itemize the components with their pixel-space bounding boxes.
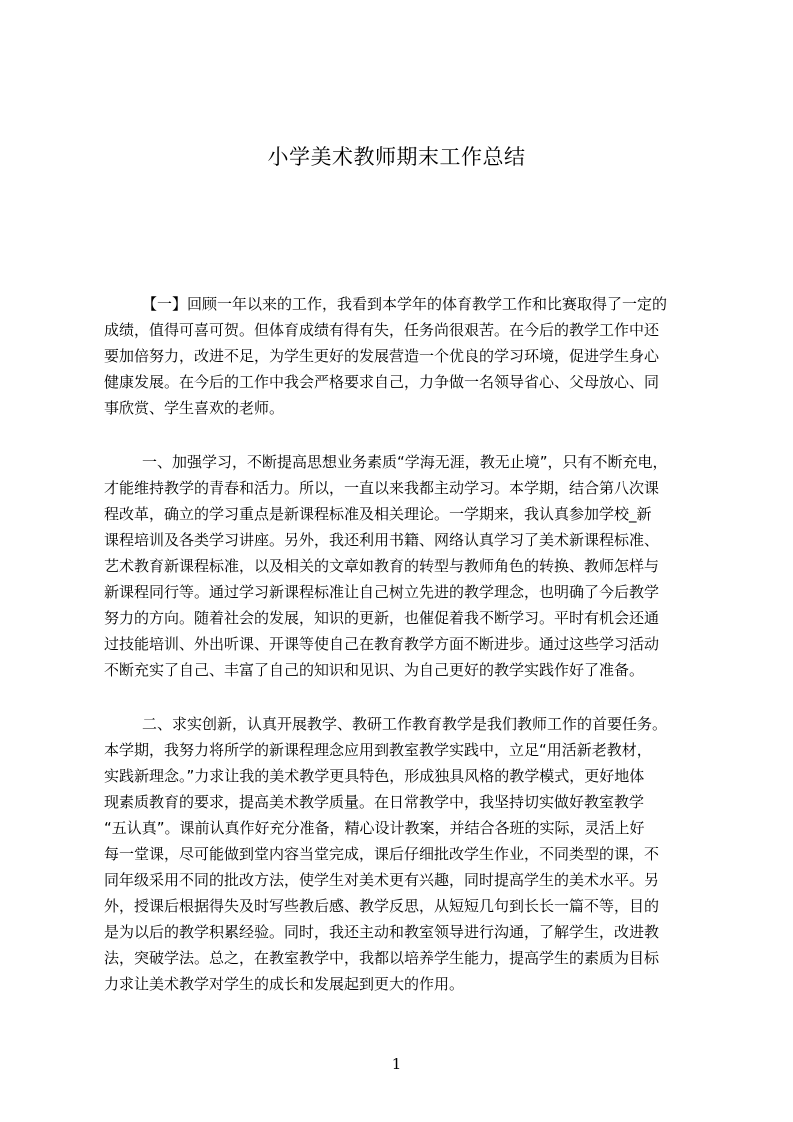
paragraph-3-line-2: 本学期，我努力将所学的新课程理念应用到教室教学实践中，立足“用活新老教材， xyxy=(104,741,652,759)
paragraph-2-line-8: 过技能培训、外出听课、开课等使自己在教育教学方面不断进步。通过这些学习活动 xyxy=(104,635,660,653)
paragraph-1-line-4: 健康发展。在今后的工作中我会严格要求自己，力争做一名领导省心、父母放心、同 xyxy=(104,373,660,391)
paragraph-3-line-7: 同年级采用不同的批改方法，使学生对美术更有兴趣，同时提高学生的美术水平。另 xyxy=(104,871,660,889)
paragraph-3-line-1: 二、求实创新，认真开展教学、教研工作教育教学是我们教师工作的首要任务。 xyxy=(142,715,668,733)
page-number: 1 xyxy=(391,1055,402,1073)
paragraph-3-line-3: 实践新理念。”力求让我的美术教学更具特色，形成独具风格的教学模式，更好地体 xyxy=(104,767,645,785)
paragraph-1-line-1: 【一】回顾一年以来的工作，我看到本学年的体育教学工作和比赛取得了一定的 xyxy=(142,295,668,313)
paragraph-2-line-9: 不断充实了自己、丰富了自己的知识和见识、为自己更好的教学实践作好了准备。 xyxy=(104,661,645,679)
paragraph-2-line-3: 程改革，确立的学习重点是新课程标准及相关理论。一学期来，我认真参加学校_新 xyxy=(104,505,652,523)
paragraph-3-line-11: 力求让美术教学对学生的成长和发展起到更大的作用。 xyxy=(104,975,465,993)
document-title: 小学美术教师期末工作总结 xyxy=(267,145,526,169)
paragraph-2-line-2: 才能维持教学的青春和活力。所以，一直以来我都主动学习。本学期，结合第八次课 xyxy=(104,479,660,497)
paragraph-1-line-3: 要加倍努力，改进不足，为学生更好的发展营造一个优良的学习环境，促进学生身心 xyxy=(104,347,660,365)
paragraph-3-line-5: “五认真”。课前认真作好充分准备，精心设计教案，并结合各班的实际，灵活上好 xyxy=(104,819,645,837)
paragraph-2-line-1: 一、加强学习，不断提高思想业务素质“学海无涯，教无止境”，只有不断充电， xyxy=(142,453,668,471)
paragraph-3-line-6: 每一堂课，尽可能做到堂内容当堂完成，课后仔细批改学生作业，不同类型的课，不 xyxy=(104,845,660,863)
paragraph-2-line-7: 努力的方向。随着社会的发展，知识的更新，也催促着我不断学习。平时有机会还通 xyxy=(104,609,660,627)
paragraph-3-line-8: 外，授课后根据得失及时写些教后感、教学反思，从短短几句到长长一篇不等，目的 xyxy=(104,897,660,915)
paragraph-3-line-9: 是为以后的教学积累经验。同时，我还主动和教室领导进行沟通，了解学生，改进教 xyxy=(104,923,660,941)
paragraph-3-line-4: 现素质教育的要求，提高美术教学质量。在日常教学中，我坚持切实做好教室教学 xyxy=(104,793,645,811)
paragraph-1-line-2: 成绩，值得可喜可贺。但体育成绩有得有失，任务尚很艰苦。在今后的教学工作中还 xyxy=(104,321,660,339)
paragraph-3-line-10: 法，突破学法。总之，在教室教学中，我都以培养学生能力，提高学生的素质为目标 xyxy=(104,949,660,967)
paragraph-2-line-4: 课程培训及各类学习讲座。另外，我还利用书籍、网络认真学习了美术新课程标准、 xyxy=(104,531,660,549)
paragraph-1-line-5: 事欣赏、学生喜欢的老师。 xyxy=(104,399,285,417)
paragraph-2-line-6: 新课程同行等。通过学习新课程标准让自己树立先进的教学理念，也明确了今后教学 xyxy=(104,583,660,601)
paragraph-2-line-5: 艺术教育新课程标准，以及相关的文章如教育的转型与教师角色的转换、教师怎样与 xyxy=(104,557,660,575)
